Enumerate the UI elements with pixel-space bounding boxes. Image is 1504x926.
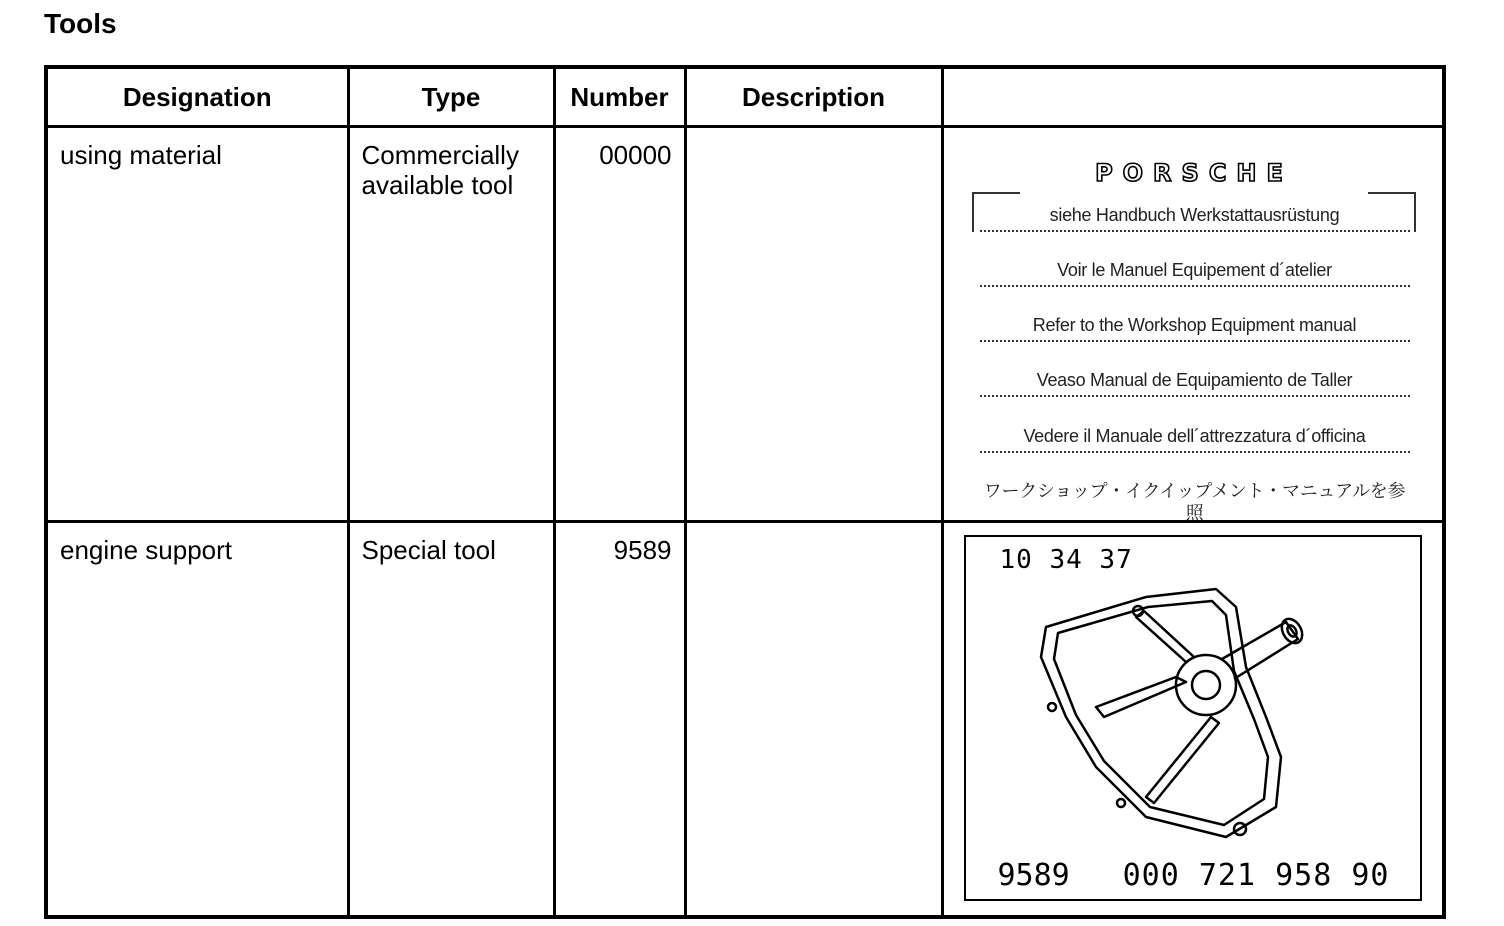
cell-type bbox=[348, 127, 554, 522]
page-title: Tools bbox=[44, 8, 117, 39]
table-row bbox=[46, 522, 1444, 918]
tools-table bbox=[44, 65, 1446, 919]
cell-number bbox=[554, 127, 685, 522]
header-image bbox=[942, 67, 1444, 127]
header-description: Description bbox=[685, 67, 942, 127]
cell-designation bbox=[46, 127, 348, 522]
workshop-reference-card bbox=[944, 128, 1443, 523]
ref-line-it: Vedere il Manuale dell´attrezzatura d´officina bbox=[980, 425, 1410, 453]
cell-description bbox=[685, 127, 942, 522]
type-text: Commercially available tool bbox=[361, 140, 519, 200]
table-header-row bbox=[46, 67, 1444, 127]
ref-line-fr: Voir le Manuel Equipement d´atelier bbox=[980, 259, 1410, 287]
ref-line-de: siehe Handbuch Werkstattausrüstung bbox=[980, 204, 1410, 232]
cell-type bbox=[348, 522, 554, 918]
table-row bbox=[46, 127, 1444, 522]
type-text: Special tool bbox=[361, 535, 496, 565]
number-text: 9589 bbox=[613, 535, 672, 565]
engine-support-drawing bbox=[1026, 567, 1346, 847]
svg-text:PORSCHE: PORSCHE bbox=[1094, 162, 1293, 184]
ref-line-es: Veaso Manual de Equipamiento de Taller bbox=[980, 369, 1410, 397]
cell-image bbox=[942, 522, 1444, 918]
number-text: 00000 bbox=[599, 140, 672, 170]
header-number: Number bbox=[554, 67, 685, 127]
description-text bbox=[687, 128, 941, 140]
header-designation: Designation bbox=[46, 67, 348, 127]
cell-number bbox=[554, 522, 685, 918]
header-type: Type bbox=[348, 67, 554, 127]
ref-line-en: Refer to the Workshop Equipment manual bbox=[980, 314, 1410, 342]
designation-text: engine support bbox=[60, 535, 233, 565]
cell-designation bbox=[46, 522, 348, 918]
cell-image bbox=[942, 127, 1444, 522]
tool-reference-code: 10 34 37 bbox=[999, 545, 1133, 575]
tool-drawing-card bbox=[964, 535, 1422, 901]
porsche-logo bbox=[1054, 162, 1334, 184]
description-text bbox=[687, 523, 941, 535]
tool-part-number: 000 721 958 90 bbox=[1122, 858, 1390, 893]
ref-line-ja: ワークショップ・イクイップメント・マニュアルを参照 bbox=[983, 481, 1406, 523]
tool-number-label: 9589 bbox=[997, 858, 1070, 893]
designation-text: using material bbox=[60, 140, 222, 170]
cell-description bbox=[685, 522, 942, 918]
